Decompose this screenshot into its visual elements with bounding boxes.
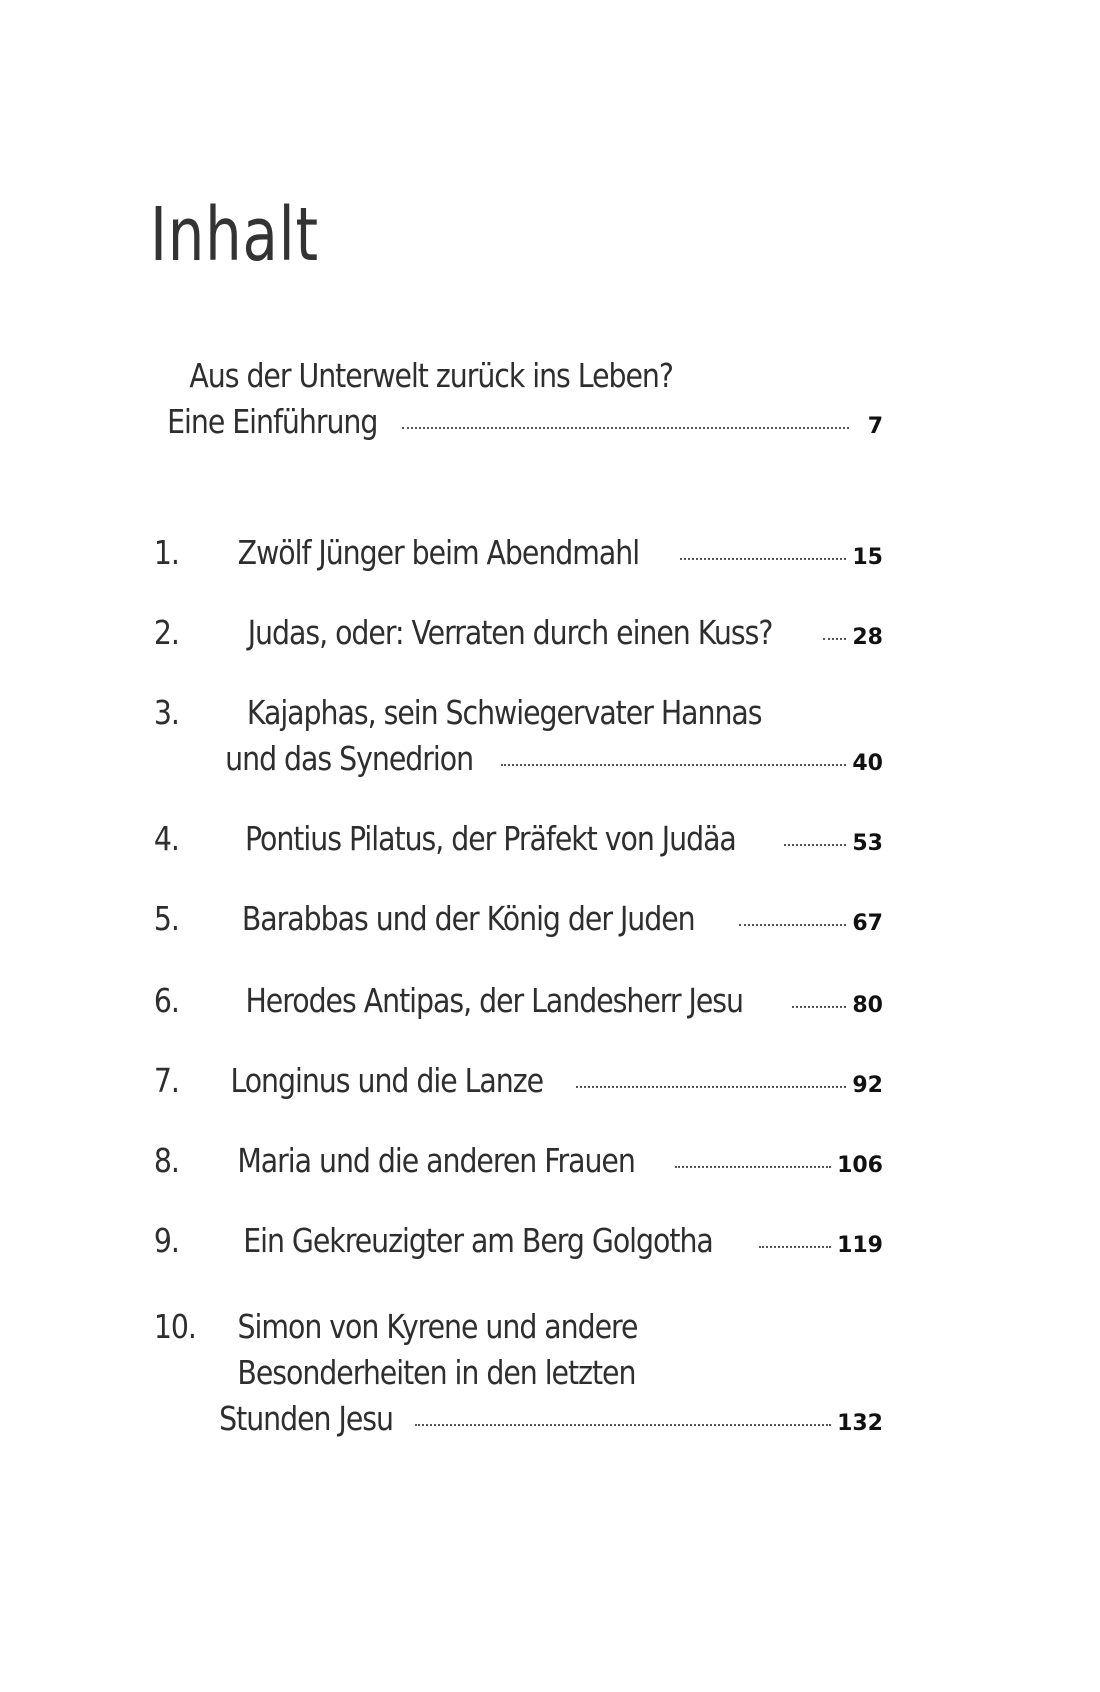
toc-entry-10[interactable] (150, 1304, 883, 1447)
dot-leader (402, 427, 849, 429)
toc-entry-1[interactable] (150, 530, 883, 581)
page-number: 15 (852, 545, 883, 570)
page-number: 119 (837, 1233, 883, 1258)
dot-leader (759, 1246, 831, 1248)
chapter-number: 10. (153, 1307, 196, 1346)
toc-entry-title-line: Barabbas und der König der Juden (241, 899, 695, 938)
toc-entry-7[interactable] (150, 1058, 883, 1109)
toc-entry-4[interactable] (150, 816, 883, 867)
toc-entry-3[interactable] (150, 690, 883, 787)
page-number: 28 (852, 625, 883, 650)
toc-entry-9[interactable] (150, 1218, 883, 1269)
chapter-number: 1. (153, 533, 179, 572)
page-number: 7 (867, 414, 883, 439)
toc-entry-6[interactable] (150, 978, 883, 1029)
page-title: Inhalt (150, 192, 319, 278)
toc-entry-title-line: Stunden Jesu (219, 1399, 393, 1438)
dot-leader (576, 1086, 846, 1088)
dot-leader (675, 1166, 831, 1168)
toc-entry-8[interactable] (150, 1138, 883, 1189)
toc-entry-title-line: Herodes Antipas, der Landesherr Jesu (245, 981, 744, 1020)
toc-entry-title-line: Eine Einführung (167, 402, 378, 441)
chapter-number: 4. (153, 819, 179, 858)
dot-leader (823, 638, 846, 640)
page-number: 106 (837, 1153, 883, 1178)
toc-entry-title-line: Longinus und die Lanze (230, 1061, 544, 1100)
toc-entry-5[interactable] (150, 896, 883, 947)
page-number: 80 (852, 993, 883, 1018)
page-number: 40 (852, 751, 883, 776)
dot-leader (501, 764, 846, 766)
chapter-number: 3. (153, 693, 179, 732)
chapter-number: 9. (153, 1221, 179, 1260)
toc-entry-title-line: Besonderheiten in den letzten (237, 1353, 636, 1392)
chapter-number: 8. (153, 1141, 179, 1180)
page-number: 53 (852, 831, 883, 856)
toc-entry-title-line: Judas, oder: Verraten durch einen Kuss? (247, 613, 773, 652)
chapter-number: 5. (153, 899, 179, 938)
dot-leader (792, 1006, 847, 1008)
page-number: 92 (852, 1073, 883, 1098)
toc-entry-title-line: Simon von Kyrene und andere (237, 1307, 638, 1346)
dot-leader (415, 1424, 831, 1426)
toc-entry-title-line: Pontius Pilatus, der Präfekt von Judäa (244, 819, 736, 858)
toc-entry-2[interactable] (150, 610, 883, 661)
chapter-number: 6. (153, 981, 179, 1020)
toc-entry-title-line: Maria und die anderen Frauen (237, 1141, 635, 1180)
toc-entry-title-line: und das Synedrion (225, 739, 474, 778)
dot-leader (784, 844, 847, 846)
chapter-number: 2. (153, 613, 179, 652)
page-number: 67 (852, 911, 883, 936)
dot-leader (680, 558, 847, 560)
page-number: 132 (837, 1411, 883, 1436)
toc-entry-intro[interactable] (150, 353, 883, 450)
dot-leader (739, 924, 846, 926)
toc-entry-title-line: Kajaphas, sein Schwiegervater Hannas (246, 693, 762, 732)
toc-entry-title-line: Ein Gekreuzigter am Berg Golgotha (243, 1221, 713, 1260)
toc-entry-title-line: Zwölf Jünger beim Abendmahl (237, 533, 640, 572)
chapter-number: 7. (153, 1061, 179, 1100)
toc-entry-title-line: Aus der Unterwelt zurück ins Leben? (189, 356, 673, 395)
